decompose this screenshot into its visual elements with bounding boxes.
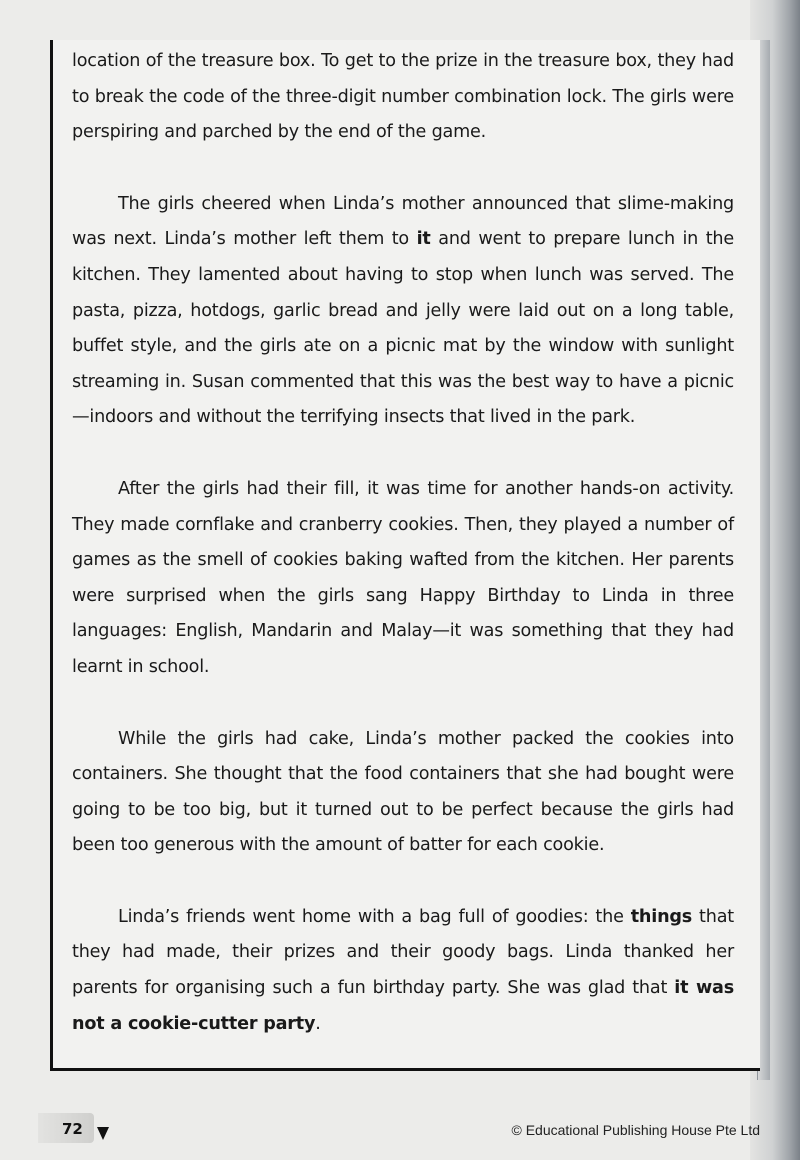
page-number: 72 — [62, 1120, 83, 1138]
bold-word: it — [416, 229, 431, 250]
paragraph-text: While the girls had cake, Linda’s mother packed the cookies into containers. She thought that the food containers that she had bought were going to be too big, but it turned out to be perfect because the girls had been too generous with the amount of batter for each cookie. — [72, 728, 734, 856]
paragraph-text: The girls cheered when Linda’s mother announced that slime-making was next. Linda’s mother left them to — [72, 193, 734, 250]
story-text — [72, 44, 734, 1078]
paragraph-3 — [72, 472, 734, 686]
paragraph-text: that they had made, their prizes and their goody bags. Linda thanked her parents for organising such a fun birthday party. She was glad that — [72, 906, 734, 999]
triangle-down-icon — [97, 1127, 109, 1140]
bold-phrase: it was not a cookie-cutter party — [72, 978, 734, 1034]
paragraph-text: and went to prepare lunch in the kitchen. They lamented about having to stop when lunch was served. The pasta, pizza, hotdogs, garlic bread and jelly were laid out on a long table, buffet style, and the girls ate on a picnic mat by the window with sunlight streaming in. Susan commented that this was the best way to have a picnic—indoors and without the terrifying insects that lived in the park. — [72, 229, 734, 428]
paragraph-2 — [72, 187, 734, 436]
paragraph-text: . — [315, 1013, 321, 1034]
paragraph-text: location of the treasure box. To get to the prize in the treasure box, they had to break the code of the three-digit number combination lock. The girls were perspiring and parched by the end of the game. — [72, 51, 734, 143]
bold-word: things — [630, 906, 693, 927]
paragraph-4 — [72, 722, 734, 864]
paragraph-5 — [72, 900, 734, 1042]
paragraph-1 — [72, 44, 734, 151]
paragraph-text: Linda’s friends went home with a bag full of goodies: the — [118, 906, 631, 927]
copyright-notice: © Educational Publishing House Pte Ltd — [511, 1122, 760, 1138]
paragraph-text: After the girls had their fill, it was time for another hands-on activity. They made cornflake and cranberry cookies. Then, they played a number of games as the smell of cookies baking wafted from the kitchen. Her parents were surprised when the girls sang Happy Birthday to Linda in three languages: English, Mandarin and Malay—it was something that they had learnt in school. — [72, 478, 734, 677]
